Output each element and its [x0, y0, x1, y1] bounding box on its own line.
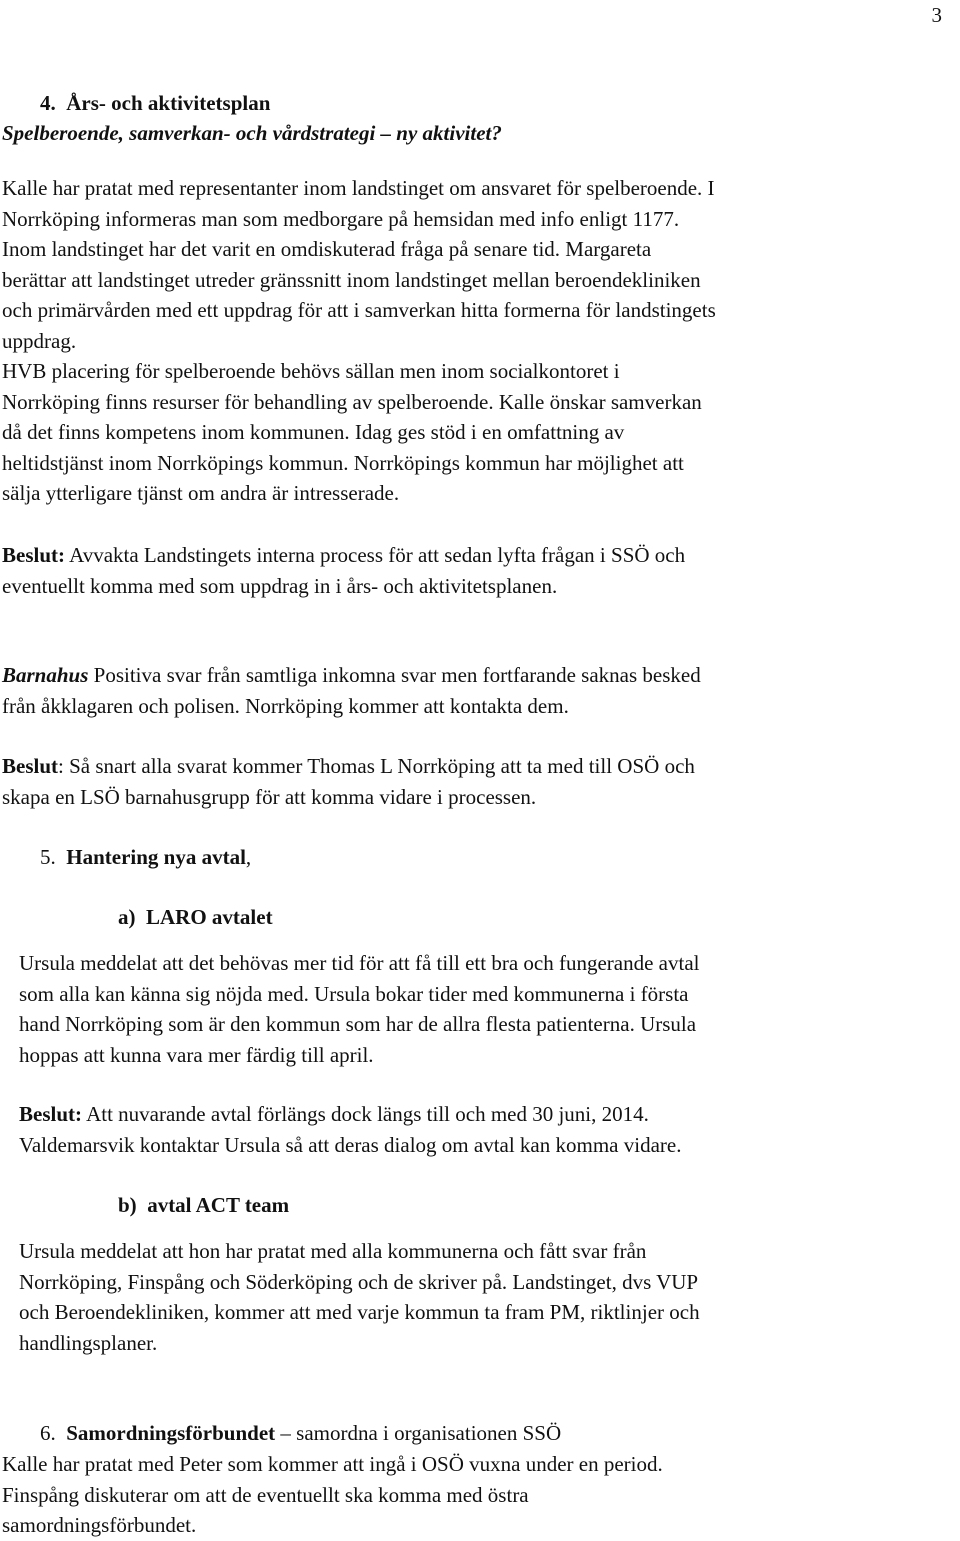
decision-3 [19, 1099, 681, 1160]
decision-text: : Så snart alla svarat kommer Thomas L Norrköping att ta med till OSÖ och [58, 754, 695, 778]
decision-text: Valdemarsvik kontaktar Ursula så att deras dialog om avtal kan komma vidare. [19, 1132, 682, 1157]
paragraph-line: Ursula meddelat att det behövas mer tid för att få till ett bra och fungerande avtal [19, 951, 700, 975]
paragraph-line: Norrköping informeras man som medborgare på hemsidan med info enligt 1177. [2, 206, 680, 231]
section-5-suffix: , [245, 845, 252, 869]
paragraph-line: hand Norrköping som är den kommun som har de allra flesta patienterna. Ursula [19, 1012, 697, 1036]
paragraph-line: och Beroendekliniken, kommer att med varje kommun ta fram PM, riktlinjer och [19, 1300, 700, 1324]
paragraph-line: berättar att landstinget utreder gränssnitt inom landstinget mellan beroendekliniken [2, 267, 701, 292]
decision-label: Beslut: [2, 543, 65, 567]
subsection-b-label: b) [118, 1193, 137, 1217]
subsection-a-paragraph [19, 948, 700, 1070]
paragraph-line: hoppas att kunna vara mer färdig till april. [19, 1042, 374, 1067]
paragraph-line: Norrköping, Finspång och Söderköping och de skriver på. Landstinget, dvs VUP [19, 1269, 699, 1294]
paragraph-line: Kalle har pratat med representanter inom landstinget om ansvaret för spelberoende. I [2, 176, 715, 200]
barnahus-text: från åkklagaren och polisen. Norrköping kommer att kontakta dem. [2, 693, 569, 718]
paragraph-line: HVB placering för spelberoende behövs sällan men inom socialkontoret i [2, 359, 620, 383]
paragraph-line: Ursula meddelat att hon har pratat med alla kommunerna och fått svar från [19, 1239, 647, 1263]
section-5-number: 5. [40, 845, 56, 869]
paragraph-line: heltidstjänst inom Norrköpings kommun. Norrköpings kommun har möjlighet att [2, 450, 684, 475]
section-6-title: Samordningsförbundet [66, 1421, 276, 1445]
paragraph-line: uppdrag. [2, 328, 77, 353]
section-5-heading [40, 842, 251, 873]
section-4-title: Års- och aktivitetsplan [66, 91, 271, 115]
decision-label: Beslut: [19, 1102, 82, 1126]
decision-text: Att nuvarande avtal förlängs dock längs till och med 30 juni, 2014. [82, 1102, 649, 1126]
subsection-a-title: LARO avtalet [146, 905, 273, 929]
subsection-a-label: a) [118, 905, 136, 929]
section-6-heading [40, 1418, 561, 1449]
paragraph-line: samordningsförbundet. [2, 1513, 197, 1537]
paragraph-line: och primärvården med ett uppdrag för att i samverkan hitta formerna för landstingets [2, 298, 716, 322]
subsection-a-heading [118, 902, 273, 933]
decision-text: Avvakta Landstingets interna process för att sedan lyfta frågan i SSÖ och [65, 543, 686, 567]
subsection-b-heading [118, 1190, 289, 1221]
decision-text: eventuellt komma med som uppdrag in i års- och aktivitetsplanen. [2, 573, 558, 598]
paragraph-line: som alla kan känna sig nöjda med. Ursula bokar tider med kommunerna i första [19, 981, 689, 1006]
barnahus-label: Barnahus [2, 663, 89, 687]
paragraph-line: Kalle har pratat med Peter som kommer att ingå i OSÖ vuxna under en period. [2, 1452, 663, 1476]
section-4-heading [40, 88, 270, 119]
page-number: 3 [931, 3, 942, 27]
paragraph-line: Inom landstinget har det varit en omdiskuterad fråga på senare tid. Margareta [2, 237, 652, 261]
decision-label: Beslut [2, 754, 59, 778]
decision-text: skapa en LSÖ barnahusgrupp för att komma vidare i processen. [2, 784, 537, 809]
paragraph-line: handlingsplaner. [19, 1330, 158, 1355]
barnahus-paragraph [2, 660, 701, 721]
section-4-paragraph [2, 173, 716, 509]
subsection-b-paragraph [19, 1236, 700, 1358]
decision-2 [2, 751, 695, 812]
section-5-title: Hantering nya avtal [66, 845, 246, 869]
paragraph-line: Finspång diskuterar om att de eventuellt ska komma med östra [2, 1482, 529, 1507]
barnahus-text: Positiva svar från samtliga inkomna svar men fortfarande saknas besked [88, 663, 701, 687]
paragraph-line: Norrköping finns resurser för behandling av spelberoende. Kalle önskar samverkan [2, 389, 702, 414]
section-6-paragraph [2, 1449, 663, 1541]
section-4-number: 4. [40, 91, 56, 115]
paragraph-line: då det finns kompetens inom kommunen. Idag ges stöd i en omfattning av [2, 420, 625, 444]
decision-1 [2, 540, 685, 601]
section-6-rest: – samordna i organisationen SSÖ [275, 1421, 562, 1445]
section-6-number: 6. [40, 1421, 56, 1445]
paragraph-line: sälja ytterligare tjänst om andra är intresserade. [2, 481, 400, 505]
section-4-subheading: Spelberoende, samverkan- och vårdstrategi – ny aktivitet? [2, 121, 502, 145]
subsection-b-title: avtal ACT team [147, 1193, 290, 1217]
